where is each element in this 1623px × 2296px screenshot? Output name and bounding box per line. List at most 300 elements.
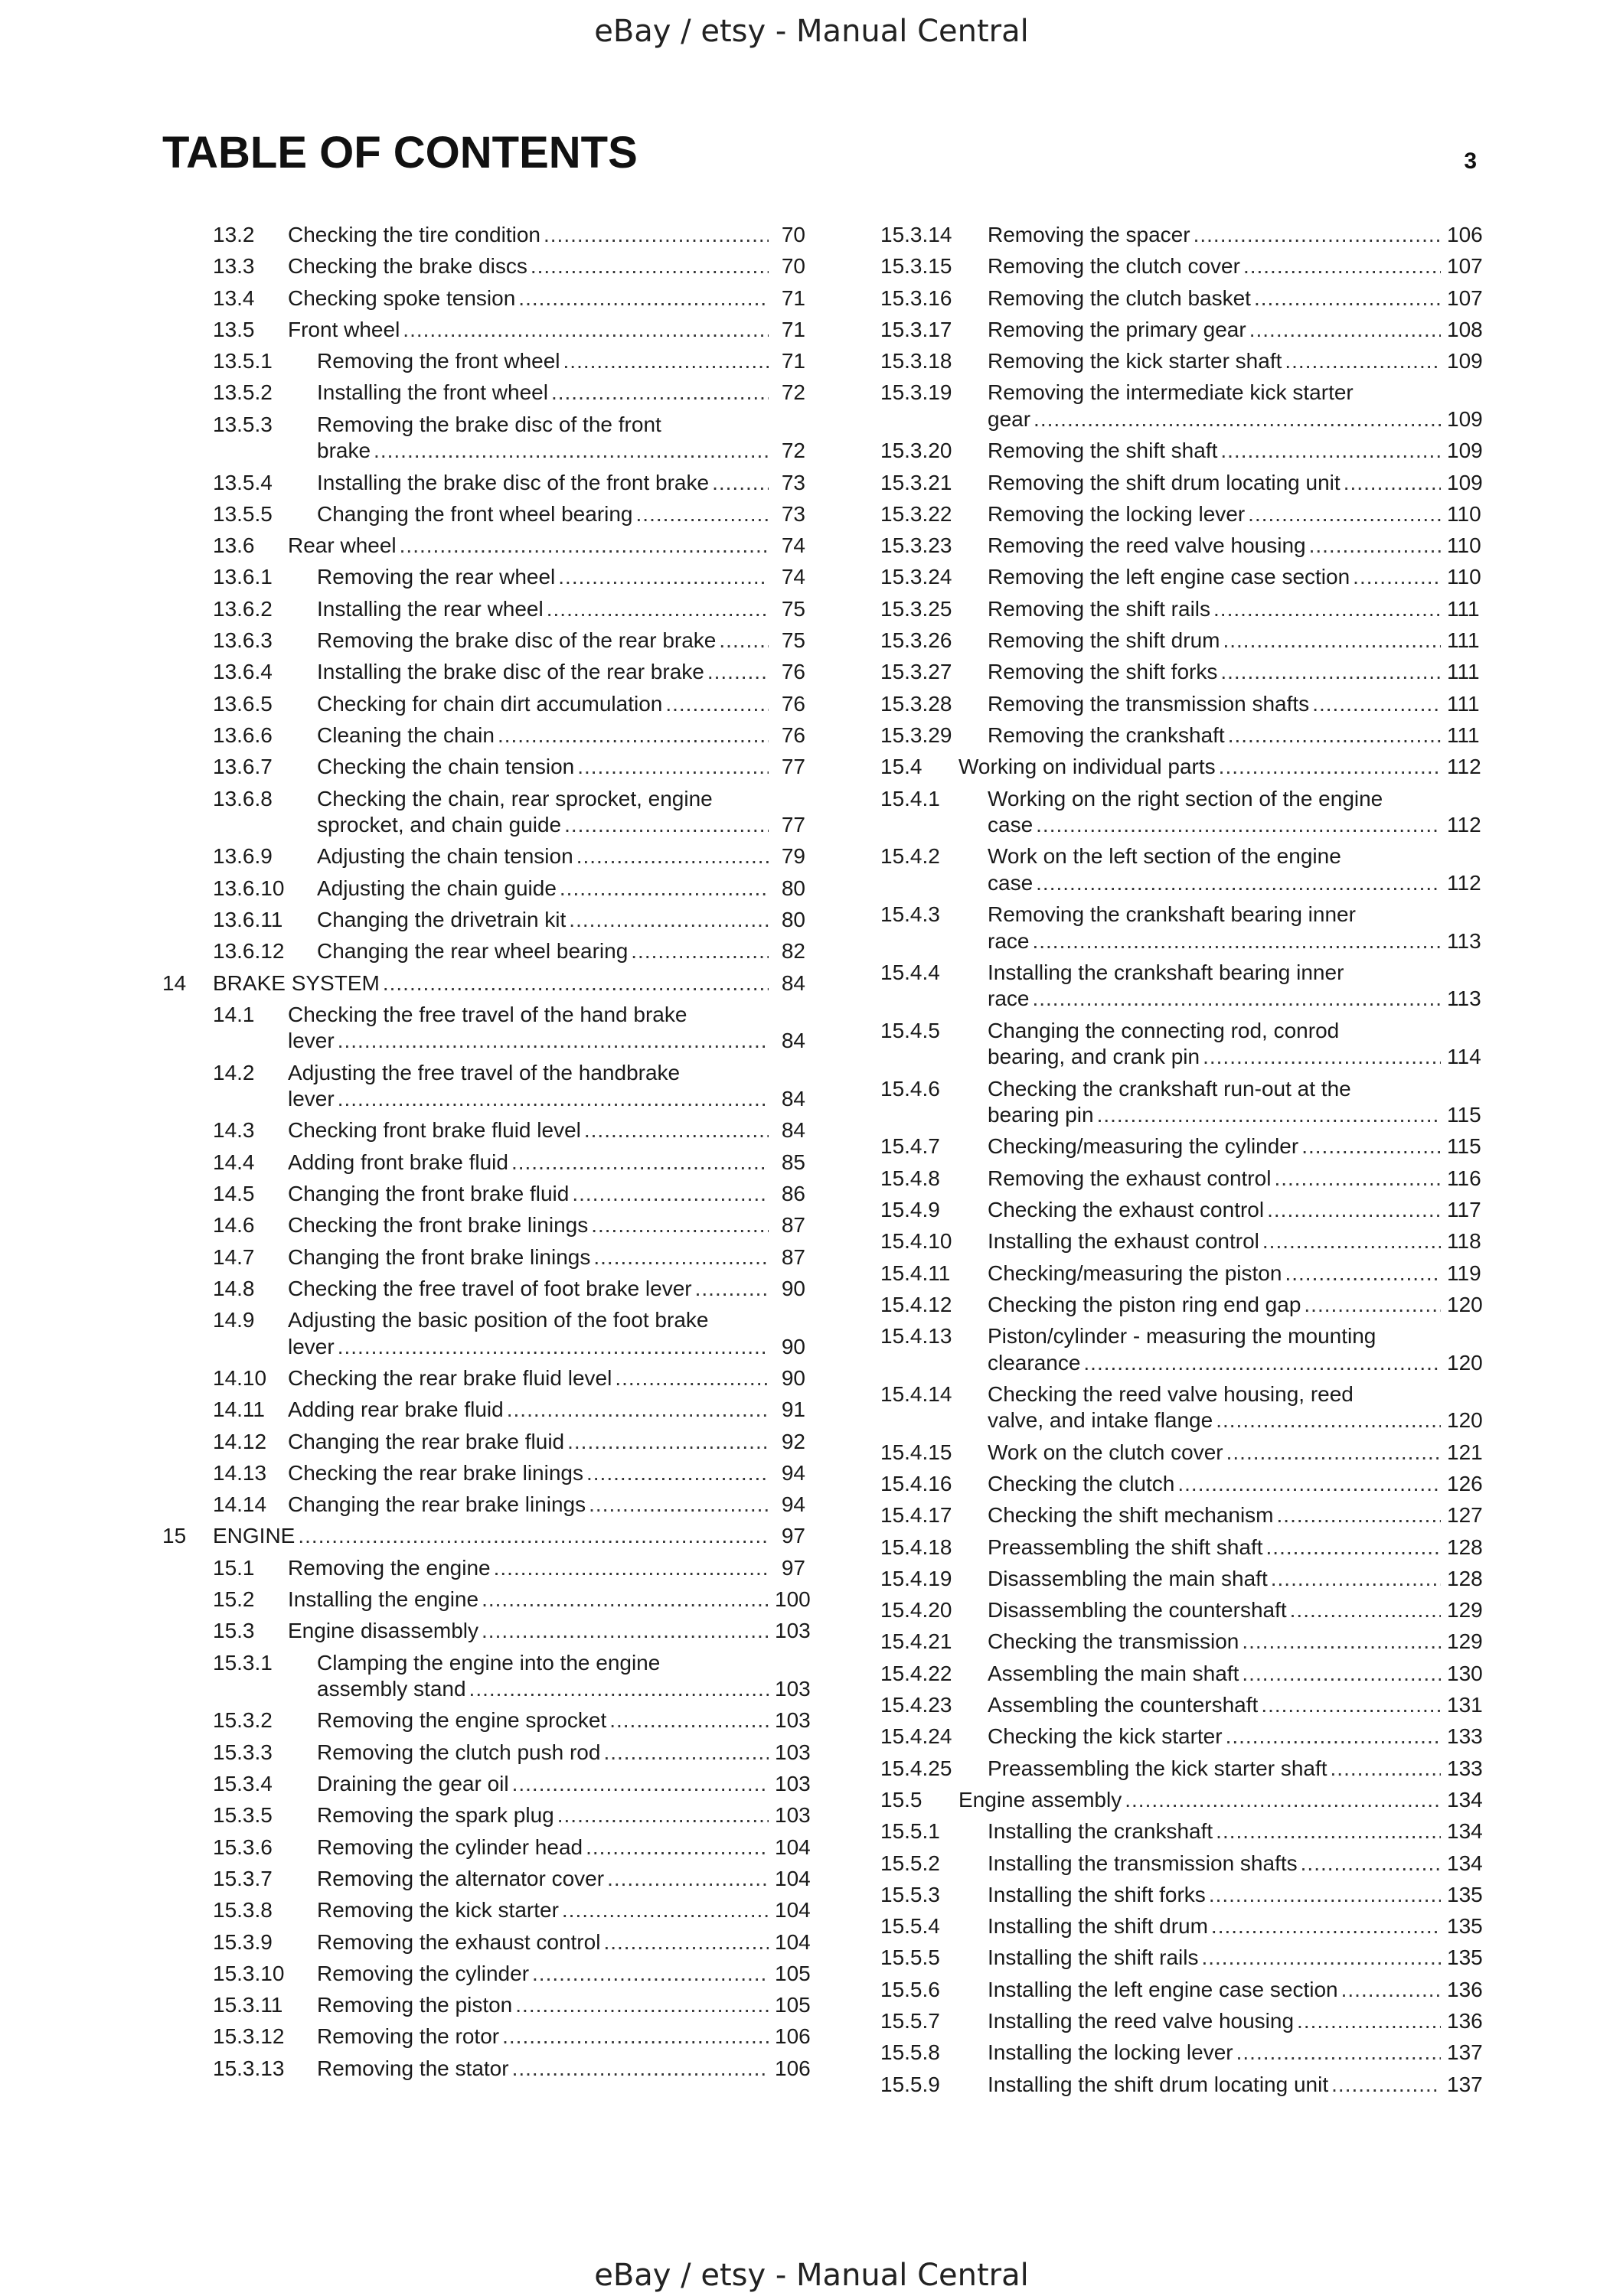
toc-entry[interactable] bbox=[880, 438, 1483, 465]
toc-entry[interactable] bbox=[880, 659, 1478, 686]
toc-entry[interactable] bbox=[880, 1292, 1483, 1319]
toc-entry-number: 15.3.1 bbox=[213, 1650, 273, 1675]
toc-entry[interactable] bbox=[162, 380, 805, 406]
toc-entry-title: Installing the crankshaft bearing inner bbox=[988, 960, 1344, 984]
toc-entry[interactable] bbox=[162, 470, 805, 497]
dot-leader bbox=[1274, 1166, 1441, 1192]
dot-leader bbox=[1301, 1133, 1441, 1160]
toc-entry[interactable] bbox=[162, 1961, 811, 1988]
toc-entry-page: 113 bbox=[1447, 987, 1481, 1011]
toc-entry[interactable] bbox=[162, 1060, 805, 1113]
toc-entry[interactable] bbox=[162, 348, 805, 375]
toc-entry-number: 15.4.1 bbox=[880, 786, 940, 810]
toc-entry-title: Removing the rear wheel bbox=[317, 565, 556, 589]
toc-entry[interactable] bbox=[880, 470, 1483, 497]
toc-entry[interactable] bbox=[162, 1929, 811, 1956]
toc-entry-page: 84 bbox=[781, 970, 805, 995]
toc-entry[interactable] bbox=[162, 1835, 811, 1861]
toc-entry-title: Checking the chain, rear sprocket, engine bbox=[317, 786, 713, 810]
toc-entry-title: Checking spoke tension bbox=[288, 285, 516, 310]
toc-entry-page: 85 bbox=[781, 1150, 805, 1174]
dot-leader bbox=[511, 1150, 769, 1176]
toc-entry-title: Removing the crankshaft bearing inner bbox=[988, 902, 1356, 927]
toc-entry-number: 14.6 bbox=[213, 1213, 255, 1238]
toc-entry-title: Changing the rear brake linings bbox=[288, 1492, 586, 1517]
toc-entry[interactable] bbox=[880, 1661, 1483, 1688]
dot-leader bbox=[374, 438, 769, 465]
dot-leader bbox=[1211, 1913, 1441, 1940]
toc-entry-title: Cleaning the chain bbox=[317, 722, 495, 747]
toc-entry-number: 14.3 bbox=[213, 1118, 255, 1143]
toc-entry-title: Checking the reed valve housing, reed bbox=[988, 1381, 1354, 1406]
toc-entry[interactable] bbox=[162, 1307, 805, 1360]
toc-entry[interactable] bbox=[162, 1707, 811, 1734]
toc-entry-page: 109 bbox=[1447, 439, 1483, 463]
toc-entry-number: 15.3.6 bbox=[213, 1835, 273, 1859]
toc-entry[interactable] bbox=[880, 628, 1478, 654]
dot-leader bbox=[1228, 722, 1441, 749]
toc-entry-title: lever bbox=[288, 1029, 335, 1053]
toc-entry-title: Working on individual parts bbox=[958, 755, 1216, 779]
toc-entry-title: Checking the brake discs bbox=[288, 254, 527, 279]
toc-entry[interactable] bbox=[162, 2056, 811, 2082]
toc-entry-number: 14.14 bbox=[213, 1492, 267, 1517]
toc-entry[interactable] bbox=[162, 691, 805, 718]
toc-entry-page: 137 bbox=[1447, 2040, 1483, 2065]
toc-entry[interactable] bbox=[880, 1756, 1483, 1782]
toc-entry-number: 15.4.18 bbox=[880, 1534, 952, 1559]
toc-entry[interactable] bbox=[880, 1882, 1483, 1909]
toc-entry[interactable] bbox=[162, 1866, 811, 1893]
toc-entry[interactable] bbox=[162, 659, 805, 686]
toc-entry-page: 120 bbox=[1447, 1350, 1483, 1375]
toc-entry-page: 76 bbox=[781, 722, 805, 747]
toc-entry-number: 14.5 bbox=[213, 1182, 255, 1206]
toc-entry-title: Checking front brake fluid level bbox=[288, 1118, 581, 1143]
toc-entry-page: 104 bbox=[775, 1898, 811, 1923]
toc-entry-title: Checking the chain tension bbox=[317, 755, 575, 779]
toc-entry[interactable] bbox=[880, 1502, 1483, 1529]
toc-entry[interactable] bbox=[880, 1323, 1483, 1376]
toc-entry-title: BRAKE SYSTEM bbox=[213, 970, 380, 995]
dot-leader bbox=[1285, 1261, 1441, 1287]
toc-entry-page: 84 bbox=[781, 1087, 805, 1111]
toc-entry[interactable] bbox=[162, 1555, 805, 1582]
toc-entry-page: 75 bbox=[781, 628, 805, 653]
toc-entry[interactable] bbox=[880, 1566, 1483, 1593]
toc-entry-page: 130 bbox=[1447, 1661, 1483, 1685]
toc-entry[interactable] bbox=[162, 1212, 805, 1239]
dot-leader bbox=[586, 1460, 769, 1487]
toc-entry-number: 13.3 bbox=[213, 254, 255, 279]
toc-entry-title: Engine assembly bbox=[958, 1787, 1122, 1812]
toc-entry-page: 133 bbox=[1447, 1724, 1483, 1749]
toc-entry-number: 15.5.3 bbox=[880, 1882, 940, 1906]
toc-entry-title: Draining the gear oil bbox=[317, 1772, 509, 1796]
toc-entry-page: 94 bbox=[781, 1460, 805, 1485]
toc-entry[interactable] bbox=[880, 1534, 1483, 1561]
toc-entry-title: Assembling the main shaft bbox=[988, 1661, 1239, 1685]
toc-entry-page: 112 bbox=[1447, 870, 1481, 895]
toc-entry[interactable] bbox=[880, 2008, 1483, 2035]
toc-entry-page: 72 bbox=[781, 439, 805, 463]
toc-entry[interactable] bbox=[880, 317, 1483, 344]
toc-left-column bbox=[162, 222, 811, 2087]
toc-entry[interactable] bbox=[162, 754, 805, 781]
toc-entry-number: 13.6.8 bbox=[213, 786, 273, 810]
toc-entry-title: valve, and intake flange bbox=[988, 1408, 1213, 1433]
toc-entry-number: 15.4.25 bbox=[880, 1756, 952, 1780]
toc-entry-number: 15.3.2 bbox=[213, 1708, 273, 1733]
toc-entry-number: 15.3.17 bbox=[880, 317, 952, 341]
toc-entry-number: 13.6.12 bbox=[213, 939, 285, 964]
toc-entry[interactable] bbox=[880, 1197, 1481, 1224]
toc-entry-number: 15.4.12 bbox=[880, 1292, 952, 1316]
toc-entry-number: 15.3.26 bbox=[880, 628, 952, 653]
toc-entry-title: case bbox=[988, 813, 1034, 837]
toc-entry-page: 127 bbox=[1447, 1503, 1483, 1528]
toc-entry[interactable] bbox=[880, 1133, 1481, 1160]
toc-entry-number: 15.3.16 bbox=[880, 285, 952, 310]
toc-entry[interactable] bbox=[880, 1166, 1481, 1192]
toc-entry-number: 15.4.10 bbox=[880, 1229, 952, 1254]
toc-entry-page: 84 bbox=[781, 1118, 805, 1143]
toc-entry-number: 15.3.11 bbox=[213, 1993, 283, 2017]
toc-entry[interactable] bbox=[162, 938, 805, 965]
dot-leader bbox=[338, 1028, 769, 1055]
toc-entry-title: Engine disassembly bbox=[288, 1619, 479, 1643]
toc-entry[interactable] bbox=[880, 960, 1481, 1013]
toc-entry-title: Checking the exhaust control bbox=[988, 1197, 1265, 1221]
dot-leader bbox=[1226, 1724, 1441, 1750]
toc-entry-page: 77 bbox=[781, 813, 805, 837]
toc-entry-page: 121 bbox=[1447, 1440, 1483, 1464]
toc-entry-title: Checking the front brake linings bbox=[288, 1213, 589, 1238]
toc-entry-number: 13.6 bbox=[213, 533, 255, 558]
toc-entry[interactable] bbox=[880, 564, 1481, 591]
dot-leader bbox=[1036, 812, 1441, 839]
dot-leader bbox=[1353, 564, 1441, 591]
toc-entry[interactable] bbox=[162, 1002, 805, 1055]
toc-entry[interactable] bbox=[162, 596, 805, 623]
toc-entry[interactable] bbox=[162, 1460, 805, 1487]
toc-entry[interactable] bbox=[162, 222, 805, 249]
toc-entry-page: 120 bbox=[1447, 1408, 1483, 1433]
toc-entry[interactable] bbox=[880, 754, 1481, 781]
toc-entry[interactable] bbox=[880, 691, 1478, 718]
toc-entry-title: lever bbox=[288, 1087, 335, 1111]
toc-entry-number: 15.4.4 bbox=[880, 960, 940, 984]
toc-entry-page: 76 bbox=[781, 660, 805, 684]
toc-entry[interactable] bbox=[162, 1429, 805, 1456]
toc-entry[interactable] bbox=[162, 1397, 805, 1424]
toc-entry[interactable] bbox=[880, 380, 1483, 432]
toc-entry-page: 87 bbox=[781, 1213, 805, 1238]
toc-entry-title: Changing the front brake linings bbox=[288, 1244, 591, 1269]
toc-entry-number: 13.5.3 bbox=[213, 412, 273, 436]
dot-leader bbox=[607, 1866, 769, 1893]
toc-entry-title: Work on the clutch cover bbox=[988, 1440, 1223, 1464]
toc-entry[interactable] bbox=[880, 2072, 1483, 2099]
toc-entry-title: Checking the tire condition bbox=[288, 223, 540, 246]
dot-leader bbox=[1341, 1977, 1441, 2004]
toc-entry[interactable] bbox=[880, 1076, 1481, 1129]
toc-entry[interactable] bbox=[162, 1276, 805, 1303]
toc-entry-page: 108 bbox=[1447, 317, 1483, 341]
toc-entry-title: Removing the exhaust control bbox=[988, 1166, 1272, 1190]
toc-entry[interactable] bbox=[880, 1597, 1483, 1624]
toc-entry[interactable] bbox=[880, 1261, 1481, 1287]
dot-leader bbox=[1209, 1882, 1441, 1909]
toc-entry[interactable] bbox=[162, 1740, 811, 1766]
toc-entry-page: 107 bbox=[1447, 254, 1483, 279]
toc-entry-number: 13.6.4 bbox=[213, 660, 273, 684]
toc-entry[interactable] bbox=[162, 1492, 805, 1518]
toc-entry[interactable] bbox=[162, 1992, 811, 2019]
toc-entry-number: 15.4.19 bbox=[880, 1566, 952, 1590]
toc-entry[interactable] bbox=[162, 1117, 805, 1144]
toc-entry-number: 15.3.9 bbox=[213, 1929, 273, 1954]
toc-entry-number: 15.4.2 bbox=[880, 844, 940, 869]
toc-entry[interactable] bbox=[880, 1818, 1483, 1845]
dot-leader bbox=[1034, 406, 1441, 433]
toc-entry-title: Front wheel bbox=[288, 317, 400, 341]
toc-entry-page: 103 bbox=[775, 1677, 811, 1701]
dot-leader bbox=[1261, 1692, 1441, 1719]
toc-entry-page: 103 bbox=[775, 1740, 811, 1764]
toc-entry-page: 135 bbox=[1447, 1945, 1483, 1970]
toc-entry-title: Checking the kick starter bbox=[988, 1724, 1223, 1749]
toc-entry[interactable] bbox=[880, 2040, 1483, 2066]
dot-leader bbox=[400, 533, 769, 559]
toc-entry[interactable] bbox=[162, 412, 805, 465]
toc-entry[interactable] bbox=[162, 1802, 811, 1829]
toc-entry-title: Changing the rear wheel bearing bbox=[317, 939, 629, 964]
toc-entry[interactable] bbox=[162, 533, 805, 559]
toc-entry[interactable] bbox=[880, 1629, 1483, 1655]
toc-entry[interactable] bbox=[880, 533, 1481, 559]
dot-leader bbox=[589, 1492, 769, 1518]
toc-entry-page: 76 bbox=[781, 691, 805, 716]
toc-entry-page: 111 bbox=[1447, 691, 1480, 716]
toc-entry-page: 134 bbox=[1447, 1787, 1483, 1812]
dot-leader bbox=[1097, 1102, 1441, 1129]
toc-entry[interactable] bbox=[162, 876, 805, 902]
toc-entry[interactable] bbox=[880, 843, 1481, 896]
toc-entry-number: 14.12 bbox=[213, 1429, 267, 1453]
toc-entry-title: Removing the stator bbox=[317, 2056, 509, 2080]
toc-entry-number: 15.3.8 bbox=[213, 1898, 273, 1923]
toc-entry[interactable] bbox=[880, 1440, 1483, 1466]
toc-entry[interactable] bbox=[162, 1181, 805, 1208]
toc-entry-title: Preassembling the kick starter shaft bbox=[988, 1756, 1327, 1780]
toc-entry[interactable] bbox=[880, 1945, 1483, 1971]
dot-leader bbox=[1125, 1787, 1441, 1814]
toc-entry-number: 15.5.6 bbox=[880, 1977, 940, 2001]
dot-leader bbox=[586, 1835, 769, 1861]
dot-leader bbox=[494, 1555, 769, 1582]
toc-entry[interactable] bbox=[880, 1913, 1483, 1940]
toc-entry-title: Removing the left engine case section bbox=[988, 565, 1350, 589]
toc-entry-page: 106 bbox=[1447, 223, 1483, 246]
toc-entry-title: Checking the clutch bbox=[988, 1472, 1175, 1495]
toc-entry[interactable] bbox=[162, 253, 805, 280]
toc-entry[interactable] bbox=[162, 722, 805, 749]
toc-entry[interactable] bbox=[880, 1977, 1483, 2004]
toc-entry[interactable] bbox=[162, 843, 805, 870]
page-title: TABLE OF CONTENTS bbox=[162, 128, 638, 178]
toc-entry[interactable] bbox=[880, 1787, 1483, 1814]
toc-entry-number: 15.2 bbox=[213, 1587, 255, 1612]
toc-entry[interactable] bbox=[880, 253, 1483, 280]
dot-leader bbox=[1243, 253, 1441, 280]
toc-entry[interactable] bbox=[162, 907, 805, 934]
toc-entry-title: Removing the spark plug bbox=[317, 1803, 554, 1828]
toc-entry-page: 70 bbox=[781, 254, 805, 279]
toc-entry[interactable] bbox=[162, 1897, 811, 1924]
toc-entry-page: 104 bbox=[775, 1929, 811, 1954]
toc-entry-number: 15.4.23 bbox=[880, 1693, 952, 1717]
toc-entry-page: 94 bbox=[781, 1492, 805, 1517]
toc-entry[interactable] bbox=[162, 1618, 811, 1645]
toc-entry[interactable] bbox=[162, 786, 805, 839]
toc-entry-number: 15.5.4 bbox=[880, 1914, 940, 1939]
toc-entry-title: bearing, and crank pin bbox=[988, 1045, 1200, 1069]
toc-entry[interactable] bbox=[162, 970, 805, 997]
toc-entry[interactable] bbox=[162, 564, 805, 591]
toc-entry[interactable] bbox=[880, 222, 1483, 249]
toc-entry-title: lever bbox=[288, 1334, 335, 1358]
dot-leader bbox=[512, 1771, 769, 1798]
toc-entry[interactable] bbox=[162, 1244, 805, 1271]
dot-leader bbox=[1219, 754, 1441, 781]
toc-entry-title: Checking the piston ring end gap bbox=[988, 1292, 1301, 1316]
dot-leader bbox=[572, 1181, 769, 1208]
toc-entry-title: Adjusting the chain tension bbox=[317, 844, 573, 869]
toc-entry-number: 14.10 bbox=[213, 1366, 267, 1390]
toc-entry[interactable] bbox=[880, 1851, 1483, 1877]
toc-entry[interactable] bbox=[880, 1692, 1483, 1719]
dot-leader bbox=[719, 628, 769, 654]
toc-entry-title: Installing the left engine case section bbox=[988, 1977, 1338, 2001]
dot-leader bbox=[631, 938, 769, 965]
toc-entry[interactable] bbox=[162, 1150, 805, 1176]
toc-entry-number: 13.6.7 bbox=[213, 755, 273, 779]
toc-entry-title: Removing the kick starter bbox=[317, 1898, 559, 1923]
toc-entry-page: 109 bbox=[1447, 470, 1483, 494]
toc-entry-page: 71 bbox=[781, 317, 805, 341]
toc-entry-title: Installing the shift drum bbox=[988, 1914, 1208, 1939]
toc-entry-title: Removing the shift shaft bbox=[988, 439, 1218, 463]
toc-entry-title: Disassembling the countershaft bbox=[988, 1598, 1287, 1623]
toc-entry[interactable] bbox=[162, 1771, 811, 1798]
toc-entry[interactable] bbox=[880, 1018, 1481, 1071]
toc-entry-number: 15.3.4 bbox=[213, 1772, 273, 1796]
toc-entry-page: 103 bbox=[775, 1619, 811, 1643]
toc-entry-number: 13.5.1 bbox=[213, 349, 273, 373]
toc-entry[interactable] bbox=[880, 501, 1481, 528]
toc-entry[interactable] bbox=[880, 1471, 1483, 1498]
toc-entry[interactable] bbox=[880, 1724, 1483, 1750]
dot-leader bbox=[1203, 1044, 1441, 1071]
toc-entry-number: 15.3.22 bbox=[880, 501, 952, 526]
toc-entry-title: Adjusting the free travel of the handbrake bbox=[288, 1060, 681, 1084]
toc-entry-title: case bbox=[988, 870, 1034, 895]
toc-entry[interactable] bbox=[880, 902, 1481, 954]
toc-entry-page: 113 bbox=[1447, 928, 1481, 953]
dot-leader bbox=[1248, 501, 1441, 528]
dot-leader bbox=[469, 1676, 769, 1703]
toc-entry[interactable] bbox=[162, 501, 805, 528]
toc-entry-title: assembly stand bbox=[317, 1677, 466, 1701]
toc-entry-number: 15.4.24 bbox=[880, 1724, 952, 1749]
toc-entry-page: 116 bbox=[1447, 1166, 1481, 1190]
toc-entry-number: 15.3.21 bbox=[880, 470, 952, 494]
toc-entry[interactable] bbox=[162, 1523, 805, 1550]
toc-entry-page: 97 bbox=[781, 1524, 805, 1548]
toc-entry-title: Working on the right section of the engine bbox=[988, 786, 1383, 810]
dot-leader bbox=[1309, 533, 1441, 559]
toc-entry-title: Removing the spacer bbox=[988, 223, 1190, 246]
toc-entry[interactable] bbox=[880, 348, 1483, 375]
toc-entry-title: race bbox=[988, 928, 1030, 953]
dot-leader bbox=[1036, 870, 1441, 897]
toc-entry[interactable] bbox=[162, 285, 805, 312]
toc-entry-title: Installing the reed valve housing bbox=[988, 2009, 1295, 2033]
toc-entry-number: 15.4.11 bbox=[880, 1261, 951, 1285]
toc-entry[interactable] bbox=[162, 1587, 811, 1613]
toc-entry[interactable] bbox=[162, 1650, 811, 1703]
toc-entry-title: gear bbox=[988, 406, 1031, 431]
toc-entry-title: Removing the reed valve housing bbox=[988, 533, 1306, 558]
toc-entry[interactable] bbox=[880, 722, 1478, 749]
toc-entry-page: 77 bbox=[781, 755, 805, 779]
dot-leader bbox=[502, 2024, 769, 2050]
dot-leader bbox=[603, 1740, 769, 1766]
dot-leader bbox=[1267, 1197, 1441, 1224]
toc-entry-number: 14.1 bbox=[213, 1002, 255, 1026]
toc-entry-title: Installing the locking lever bbox=[988, 2040, 1233, 2065]
toc-entry[interactable] bbox=[880, 1381, 1483, 1434]
toc-entry[interactable] bbox=[162, 1365, 805, 1392]
toc-entry-title: Removing the shift rails bbox=[988, 596, 1211, 621]
toc-entry[interactable] bbox=[880, 285, 1483, 312]
toc-entry-page: 131 bbox=[1447, 1693, 1483, 1717]
dot-leader bbox=[665, 691, 769, 718]
toc-entry[interactable] bbox=[880, 596, 1478, 623]
dot-leader bbox=[1177, 1471, 1441, 1498]
dot-leader bbox=[562, 1897, 769, 1924]
dot-leader bbox=[1242, 1629, 1441, 1655]
toc-entry-number: 15.4.8 bbox=[880, 1166, 940, 1190]
toc-entry-number: 15.3.13 bbox=[213, 2056, 285, 2080]
toc-entry-page: 109 bbox=[1447, 406, 1483, 431]
dot-leader bbox=[1249, 317, 1441, 344]
toc-entry[interactable] bbox=[162, 317, 805, 344]
toc-entry-title: Removing the kick starter shaft bbox=[988, 349, 1282, 373]
toc-entry-title: Checking the free travel of the hand brake bbox=[288, 1002, 687, 1026]
toc-entry-number: 15.4.3 bbox=[880, 902, 940, 927]
dot-leader bbox=[558, 564, 769, 591]
toc-entry[interactable] bbox=[162, 628, 805, 654]
toc-entry[interactable] bbox=[162, 2024, 811, 2050]
dot-leader bbox=[1216, 1407, 1441, 1434]
toc-entry[interactable] bbox=[880, 1228, 1481, 1255]
toc-entry[interactable] bbox=[880, 786, 1481, 839]
toc-entry-title: Piston/cylinder - measuring the mounting bbox=[988, 1324, 1376, 1349]
toc-entry-number: 13.5.4 bbox=[213, 470, 273, 494]
toc-entry-number: 15.5.7 bbox=[880, 2009, 940, 2033]
